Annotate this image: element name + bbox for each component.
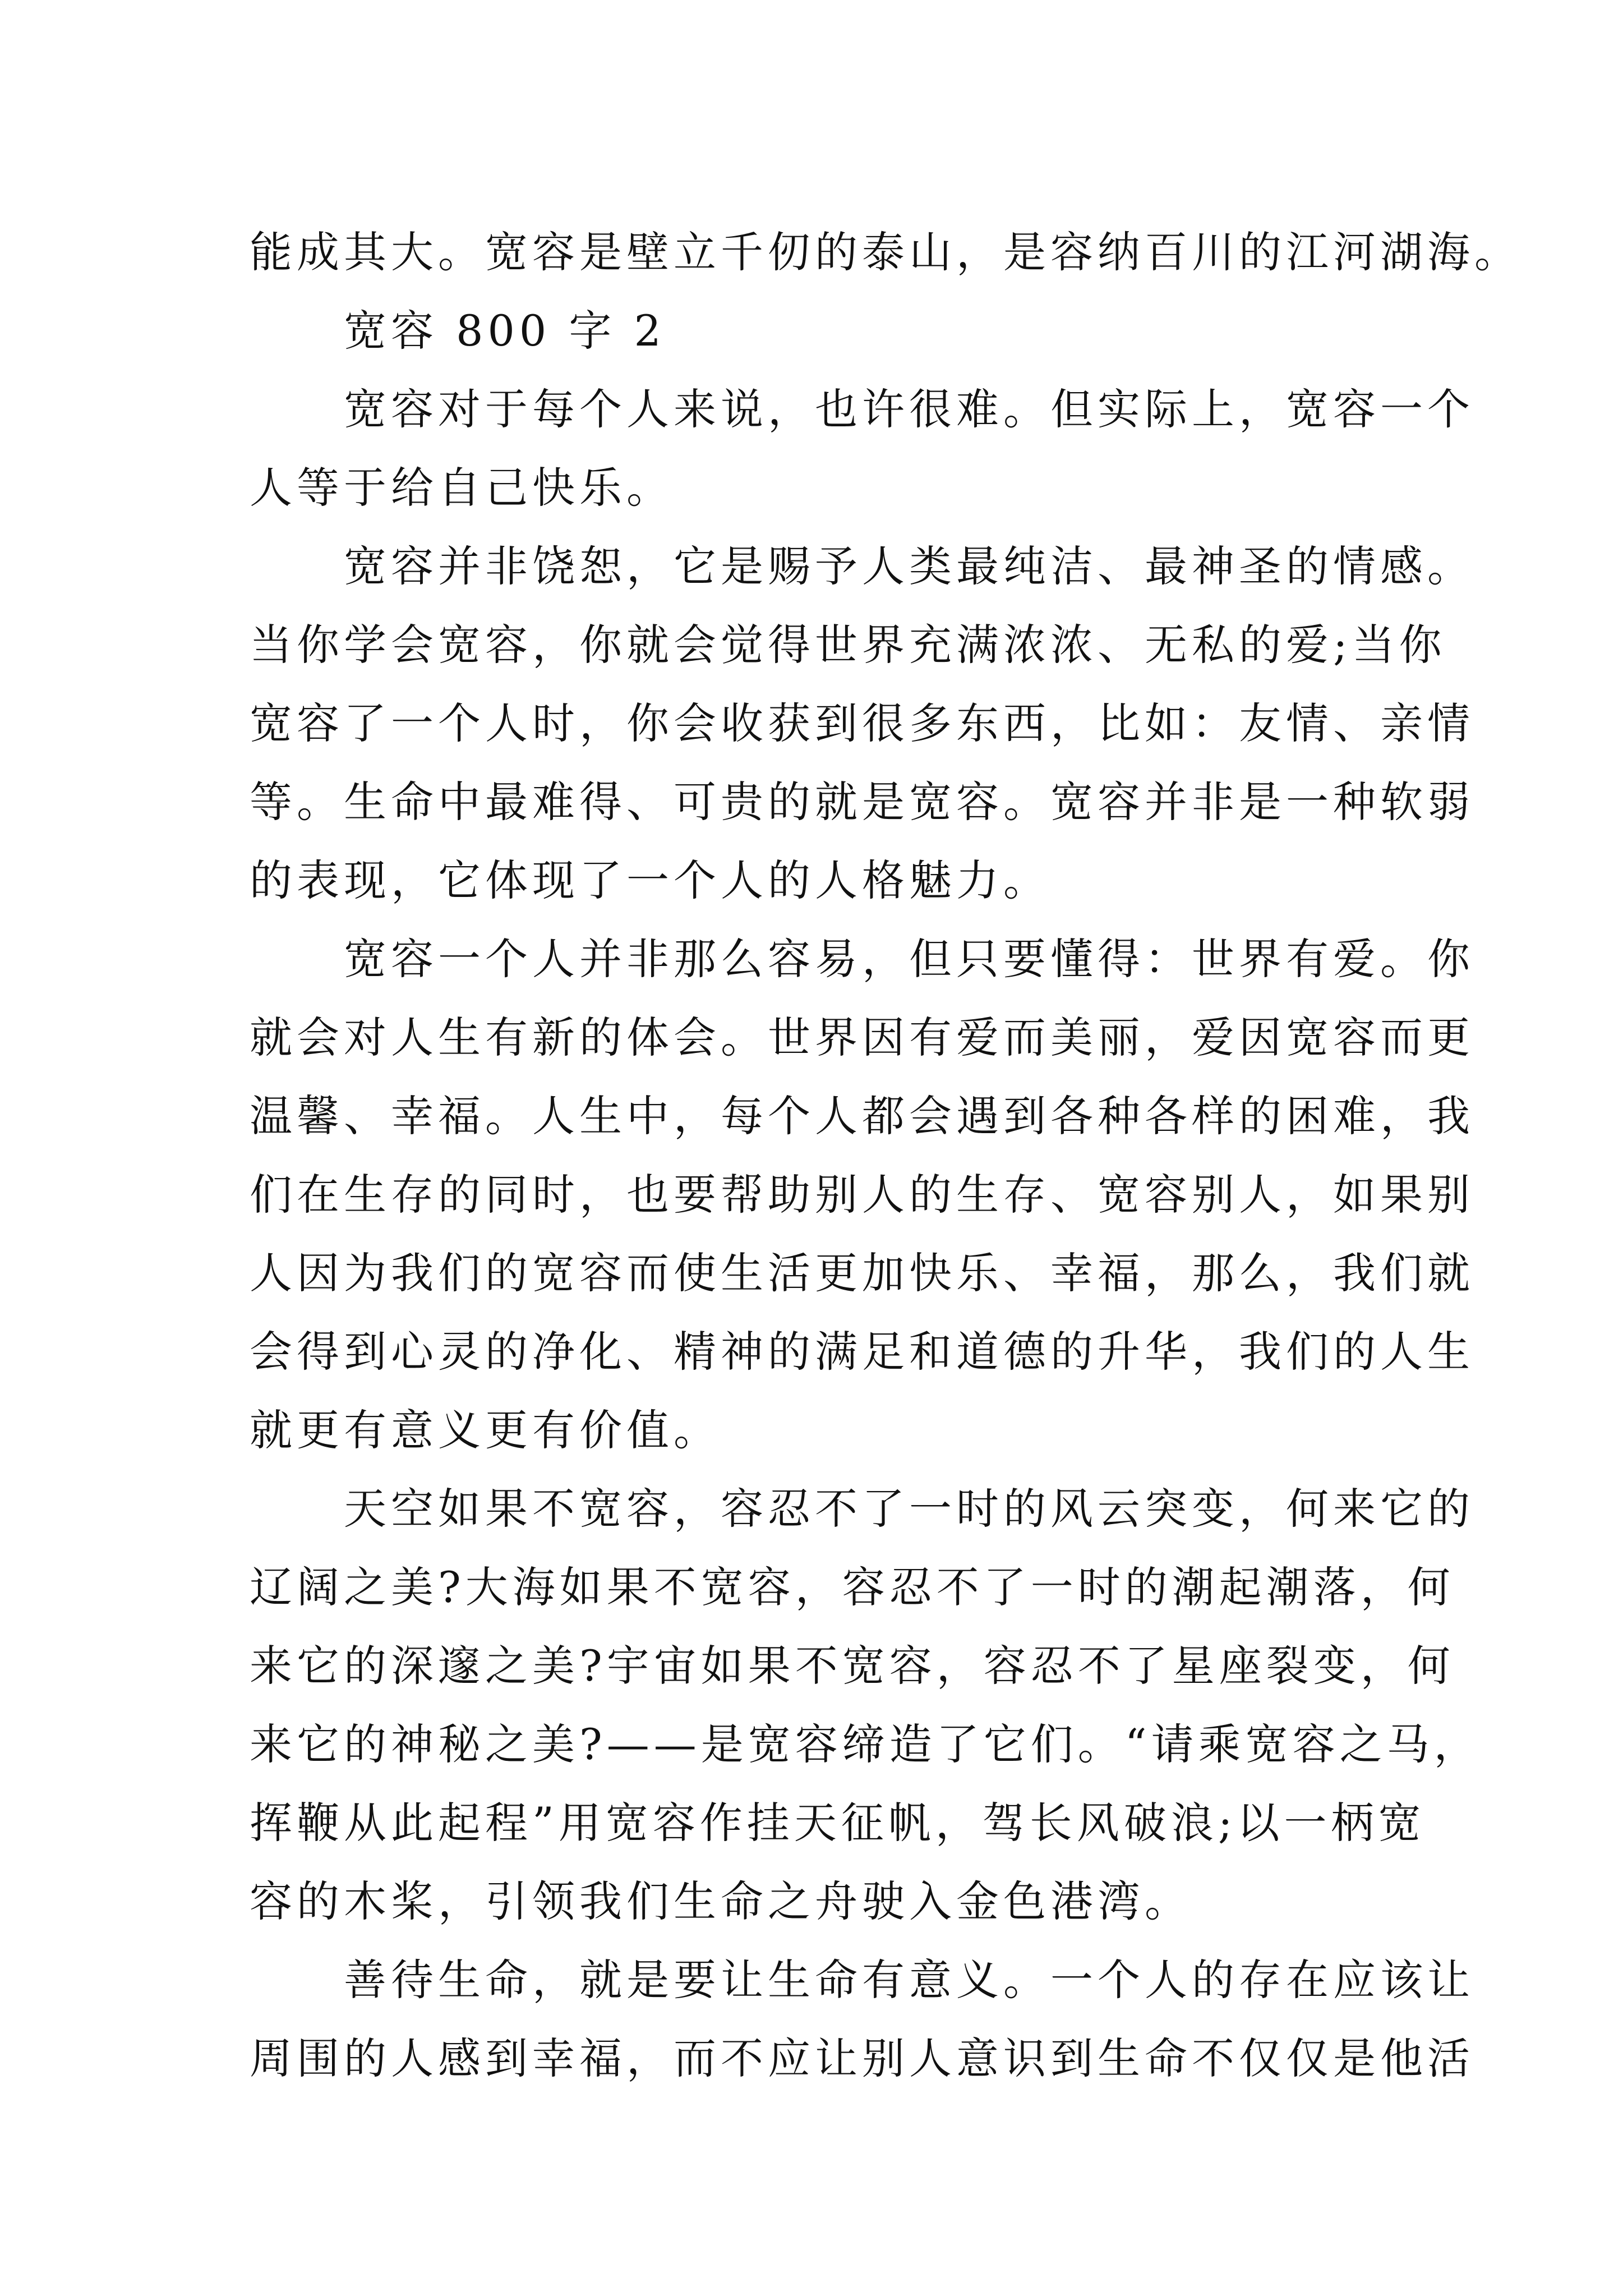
text-line: 来它的神秘之美?——是宽容缔造了它们。“请乘宽容之马，: [250, 1719, 1481, 1769]
text-line: 宽容并非饶恕，它是赐予人类最纯洁、最神圣的情感。: [344, 541, 1474, 591]
article-body: [250, 213, 1521, 2098]
text-line: 容的木桨，引领我们生命之舟驶入金色港湾。: [250, 1876, 1192, 1926]
text-line: 们在生存的同时，也要帮助别人的生存、宽容别人，如果别: [250, 1170, 1474, 1220]
text-line: 就会对人生有新的体会。世界因有爱而美丽，爱因宽容而更: [250, 1013, 1474, 1062]
text-line: 等。生命中最难得、可贵的就是宽容。宽容并非是一种软弱: [250, 777, 1474, 827]
text-line: 宽容了一个人时，你会收获到很多东西，比如：友情、亲情: [250, 698, 1474, 748]
section-heading: 宽容 800 字 2: [344, 306, 666, 356]
text-line: 来它的深邃之美?宇宙如果不宽容，容忍不了星座裂变，何: [250, 1641, 1455, 1691]
text-line: 善待生命，就是要让生命有意义。一个人的存在应该让: [344, 1955, 1474, 2005]
text-line: 周围的人感到幸福，而不应让别人意识到生命不仅仅是他活: [250, 2033, 1474, 2083]
text-line: 就更有意义更有价值。: [250, 1405, 721, 1455]
text-line: 挥鞭从此起程”用宽容作挂天征帆，驾长风破浪;以一柄宽: [250, 1798, 1426, 1848]
text-line: 会得到心灵的净化、精神的满足和道德的升华，我们的人生: [250, 1327, 1474, 1377]
text-line: 人因为我们的宽容而使生活更加快乐、幸福，那么，我们就: [250, 1248, 1474, 1298]
text-line: 温馨、幸福。人生中，每个人都会遇到各种各样的困难，我: [250, 1091, 1474, 1141]
text-line: 宽容一个人并非那么容易，但只要懂得：世界有爱。你: [344, 934, 1474, 984]
text-line: 辽阔之美?大海如果不宽容，容忍不了一时的潮起潮落，何: [250, 1562, 1455, 1612]
text-line: 人等于给自己快乐。: [250, 463, 674, 513]
text-line: 能成其大。宽容是壁立千仞的泰山，是容纳百川的江河湖海。: [250, 227, 1521, 277]
text-line: 天空如果不宽容，容忍不了一时的风云突变，何来它的: [344, 1484, 1474, 1534]
text-line: 宽容对于每个人来说，也许很难。但实际上，宽容一个: [344, 384, 1474, 434]
text-line: 的表现，它体现了一个人的人格魅力。: [250, 855, 1050, 905]
text-line: 当你学会宽容，你就会觉得世界充满浓浓、无私的爱;当你: [250, 620, 1446, 670]
